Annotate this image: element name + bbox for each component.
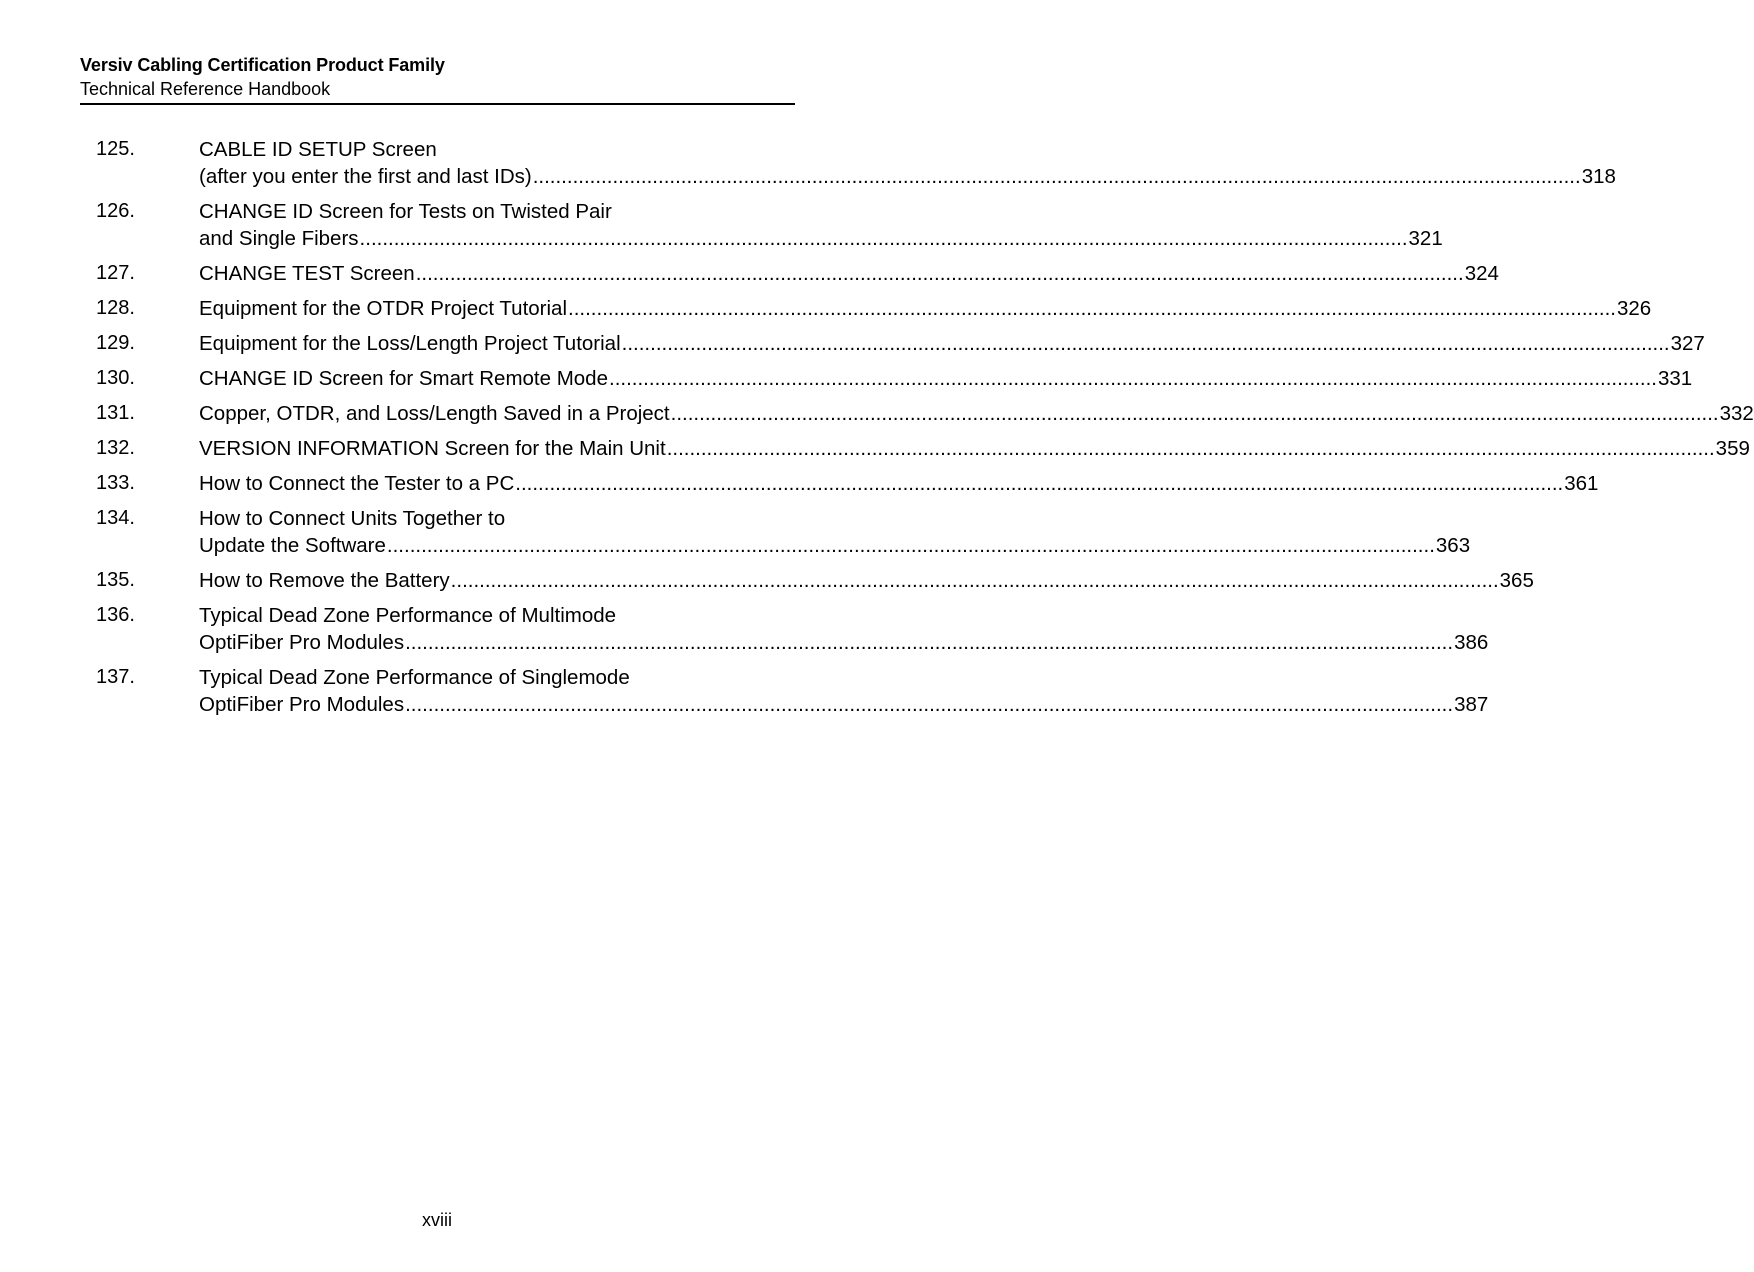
toc-entry-title: CHANGE ID Screen for Tests on Twisted Pair — [199, 200, 612, 223]
toc-entry-number: 129. — [96, 332, 135, 354]
toc-entry-body — [199, 602, 1488, 656]
toc-entry[interactable] — [96, 136, 1616, 190]
toc-entry-page: 321 — [1408, 227, 1443, 250]
toc-entry[interactable] — [96, 602, 1489, 656]
toc-entry-title: Copper, OTDR, and Loss/Length Saved in a Project — [199, 402, 670, 425]
toc-entry-number: 137. — [96, 666, 135, 688]
header-subtitle: Technical Reference Handbook — [80, 79, 331, 99]
toc-entry-number: 127. — [96, 262, 135, 284]
toc-entry-title: CHANGE ID Screen for Smart Remote Mode — [199, 367, 608, 390]
dot-leader — [568, 295, 1616, 322]
toc-entry-title: CHANGE TEST Screen — [199, 262, 415, 285]
dot-leader — [671, 400, 1719, 427]
toc-entry-title-continued: and Single Fibers — [199, 227, 359, 250]
toc-entry-title: How to Connect Units Together to — [199, 507, 506, 530]
toc-entry-title-continued: (after you enter the first and last IDs) — [199, 165, 532, 188]
toc-entry-page: 361 — [1564, 472, 1599, 495]
dot-leader — [533, 163, 1581, 190]
toc-entry-page: 387 — [1454, 693, 1489, 716]
toc-entry-number: 134. — [96, 507, 135, 529]
toc-entry-title: Typical Dead Zone Performance of Singlemode — [199, 666, 630, 689]
toc-entry-title: Equipment for the Loss/Length Project Tutorial — [199, 332, 621, 355]
toc-entry-body — [199, 400, 1754, 427]
dot-leader — [405, 691, 1453, 718]
toc-entry-number: 136. — [96, 604, 135, 626]
toc-entry-body — [199, 505, 1470, 559]
toc-entry[interactable] — [96, 567, 1534, 594]
toc-entry-title: How to Remove the Battery — [199, 569, 450, 592]
toc-entry-body — [199, 260, 1499, 287]
dot-leader — [451, 567, 1499, 594]
toc-entry-number: 132. — [96, 437, 135, 459]
toc-entry-title-continued: Update the Software — [199, 534, 386, 557]
toc-entry-number: 125. — [96, 138, 135, 160]
toc-entry-page: 326 — [1617, 297, 1652, 320]
toc-entry-page: 332 — [1719, 402, 1754, 425]
toc-entry-body — [199, 567, 1534, 594]
toc-entry[interactable] — [96, 470, 1599, 497]
toc-entry[interactable] — [96, 664, 1489, 718]
toc-entry-number: 135. — [96, 569, 135, 591]
dot-leader — [609, 365, 1657, 392]
toc-entry-number: 126. — [96, 200, 135, 222]
toc-entry-body — [199, 198, 1443, 252]
dot-leader — [360, 225, 1408, 252]
dot-leader — [416, 260, 1464, 287]
toc-entry-title: Equipment for the OTDR Project Tutorial — [199, 297, 568, 320]
dot-leader — [405, 629, 1453, 656]
toc-entry-body — [199, 435, 1750, 462]
toc-entry[interactable] — [96, 505, 1471, 559]
page-header — [80, 53, 795, 105]
header-title: Versiv Cabling Certification Product Family — [80, 55, 445, 75]
toc-entry-title: CABLE ID SETUP Screen — [199, 138, 437, 161]
toc-entry-number: 131. — [96, 402, 135, 424]
toc-entry[interactable] — [96, 295, 1652, 322]
page-number: xviii — [422, 1210, 452, 1230]
toc-entry-number: 128. — [96, 297, 135, 319]
toc-entry-page: 327 — [1670, 332, 1705, 355]
toc-entry[interactable] — [96, 365, 1693, 392]
toc-entry-body — [199, 295, 1651, 322]
toc-entry-page: 324 — [1464, 262, 1499, 285]
toc-entry-page: 386 — [1454, 631, 1489, 654]
dot-leader — [667, 435, 1715, 462]
dot-leader — [515, 470, 1563, 497]
toc-entry-page: 363 — [1435, 534, 1471, 557]
toc-entry-body — [199, 470, 1598, 497]
toc-entry-title-continued: OptiFiber Pro Modules — [199, 693, 405, 716]
toc-entry-body — [199, 365, 1692, 392]
toc-entry[interactable] — [96, 400, 1754, 427]
toc-entry-title: How to Connect the Tester to a PC — [199, 472, 515, 495]
toc-entry-page: 318 — [1581, 165, 1616, 188]
toc-entry-body — [199, 330, 1705, 357]
toc-entry-number: 130. — [96, 367, 135, 389]
toc-entry[interactable] — [96, 435, 1750, 462]
toc-entry-page: 359 — [1715, 437, 1750, 460]
dot-leader — [622, 330, 1670, 357]
toc-entry[interactable] — [96, 260, 1499, 287]
toc-entry[interactable] — [96, 198, 1443, 252]
toc-entry[interactable] — [96, 330, 1705, 357]
toc-entry-number: 133. — [96, 472, 135, 494]
toc-entry-page: 331 — [1657, 367, 1693, 390]
dot-leader — [387, 532, 1435, 559]
toc-entry-title-continued: OptiFiber Pro Modules — [199, 631, 405, 654]
figure-list — [96, 136, 1754, 726]
toc-entry-title: Typical Dead Zone Performance of Multimode — [199, 604, 617, 627]
toc-entry-title: VERSION INFORMATION Screen for the Main Unit — [199, 437, 666, 460]
toc-entry-body — [199, 136, 1616, 190]
toc-entry-body — [199, 664, 1488, 718]
toc-entry-page: 365 — [1499, 569, 1534, 592]
